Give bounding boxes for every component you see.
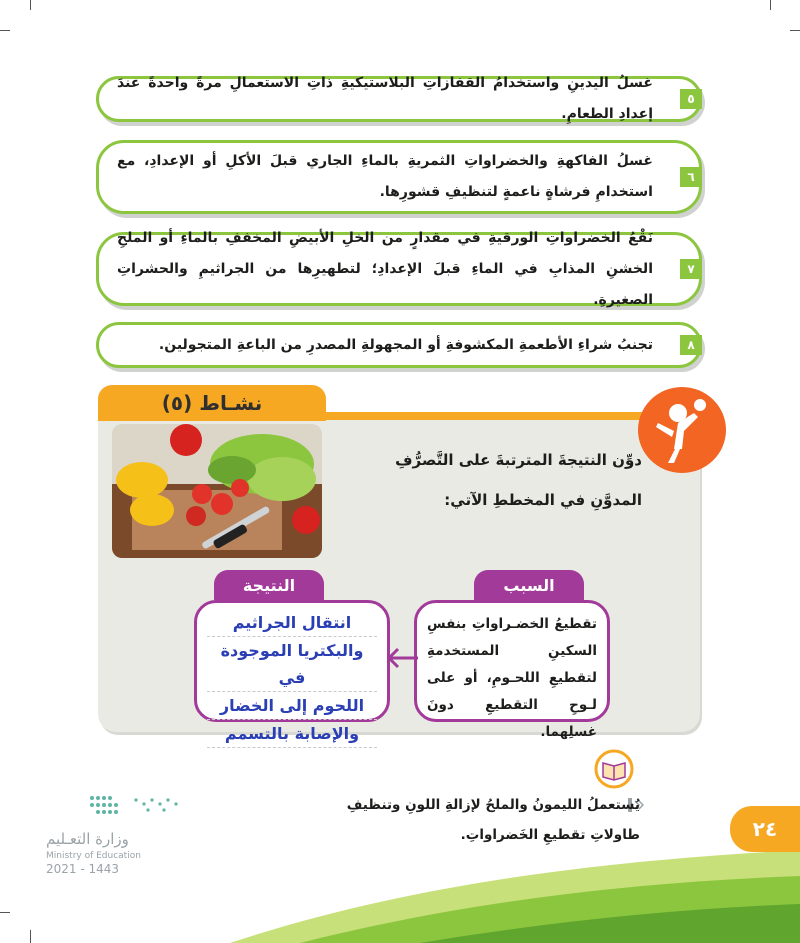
rule-number: ٥: [680, 89, 702, 109]
rule-number: ٦: [680, 167, 702, 187]
result-line: اللحوم إلى الخضار: [207, 692, 377, 720]
crop-mark: [770, 0, 771, 10]
ministry-name-arabic: وزارة التعـليم: [46, 830, 129, 848]
activity-title: نشـاط (٥): [98, 385, 326, 421]
edition-year: 2021 - 1443: [46, 862, 120, 876]
cause-box: تقطيعُ الخضـراواتِ بنفسِ السكينِ المستخدمةِ لتقطيعِ اللحـومِ، أو على لـوحِ التقطيعِ دونَ غسلِهما.: [414, 600, 610, 722]
result-line: والبكتريا الموجودة في: [207, 637, 377, 692]
cause-label: السبب: [474, 570, 584, 600]
activity-hand-icon: [638, 387, 726, 473]
result-line: والإصابة بالتسمم: [207, 720, 377, 748]
rule-item: [96, 229, 702, 308]
rule-item: [96, 140, 702, 214]
rule-number: ٨: [680, 335, 702, 355]
crop-mark: [30, 0, 31, 10]
page-number: ٢٤: [730, 806, 800, 852]
result-answer-box[interactable]: [194, 600, 390, 743]
rule-text: نَقْعُ الخضراواتِ الورقيةِ في مقدارٍ من الخلِ الأبيضِ المخففِ بالماءِ أو الملحِ الخشنِ المذابِ في الماءِ قبلَ الإعدادِ؛ لتطهيرِها من الجراثيمِ والحشراتِ الصغيرةِ.: [117, 229, 653, 308]
rule-item: [96, 76, 702, 122]
rule-item: [96, 322, 702, 368]
ministry-logo-icon: [86, 790, 182, 820]
crop-mark: [790, 30, 800, 31]
ministry-name-english: Ministry of Education: [46, 851, 141, 861]
rule-text: غسلُ اليدينِ واستخدامُ القفازاتِ البلاستيكيةِ ذاتِ الاستعمالِ مرةً واحدةً عندَ إعدادِ الطعامِ.: [117, 75, 653, 122]
tip-text: يُستعملُ الليمونُ والملحُ لإزالةِ اللونِ وتنظيفِ طاولاتِ تقطيعِ الخَضراواتِ.: [346, 797, 640, 843]
rule-number: ٧: [680, 259, 702, 279]
book-icon: [592, 749, 636, 789]
vegetables-photo: [112, 424, 322, 558]
rule-text: تجنبُ شراءِ الأطعمةِ المكشوفةِ أو المجهولةِ المصدرِ من الباعةِ المتجولين.: [158, 336, 653, 353]
crop-mark: [0, 30, 10, 31]
result-label: النتيجة: [214, 570, 324, 600]
rule-text: غسلُ الفاكهةِ والخضراواتِ الثمريةِ بالماءِ الجاري قبلَ الأكلِ أو الإعدادِ، مع استخدامِ فرشاةٍ ناعمةٍ لتنظيفِ قشورِها.: [117, 153, 653, 200]
decorative-swoosh: [0, 820, 800, 943]
activity-instruction: دوِّن النتيجةَ المترتبةَ على التَّصرُّفِ المدوَّنِ في المخططِ الآتي:: [395, 451, 642, 509]
result-line: انتقال الجراثيم: [207, 609, 377, 637]
